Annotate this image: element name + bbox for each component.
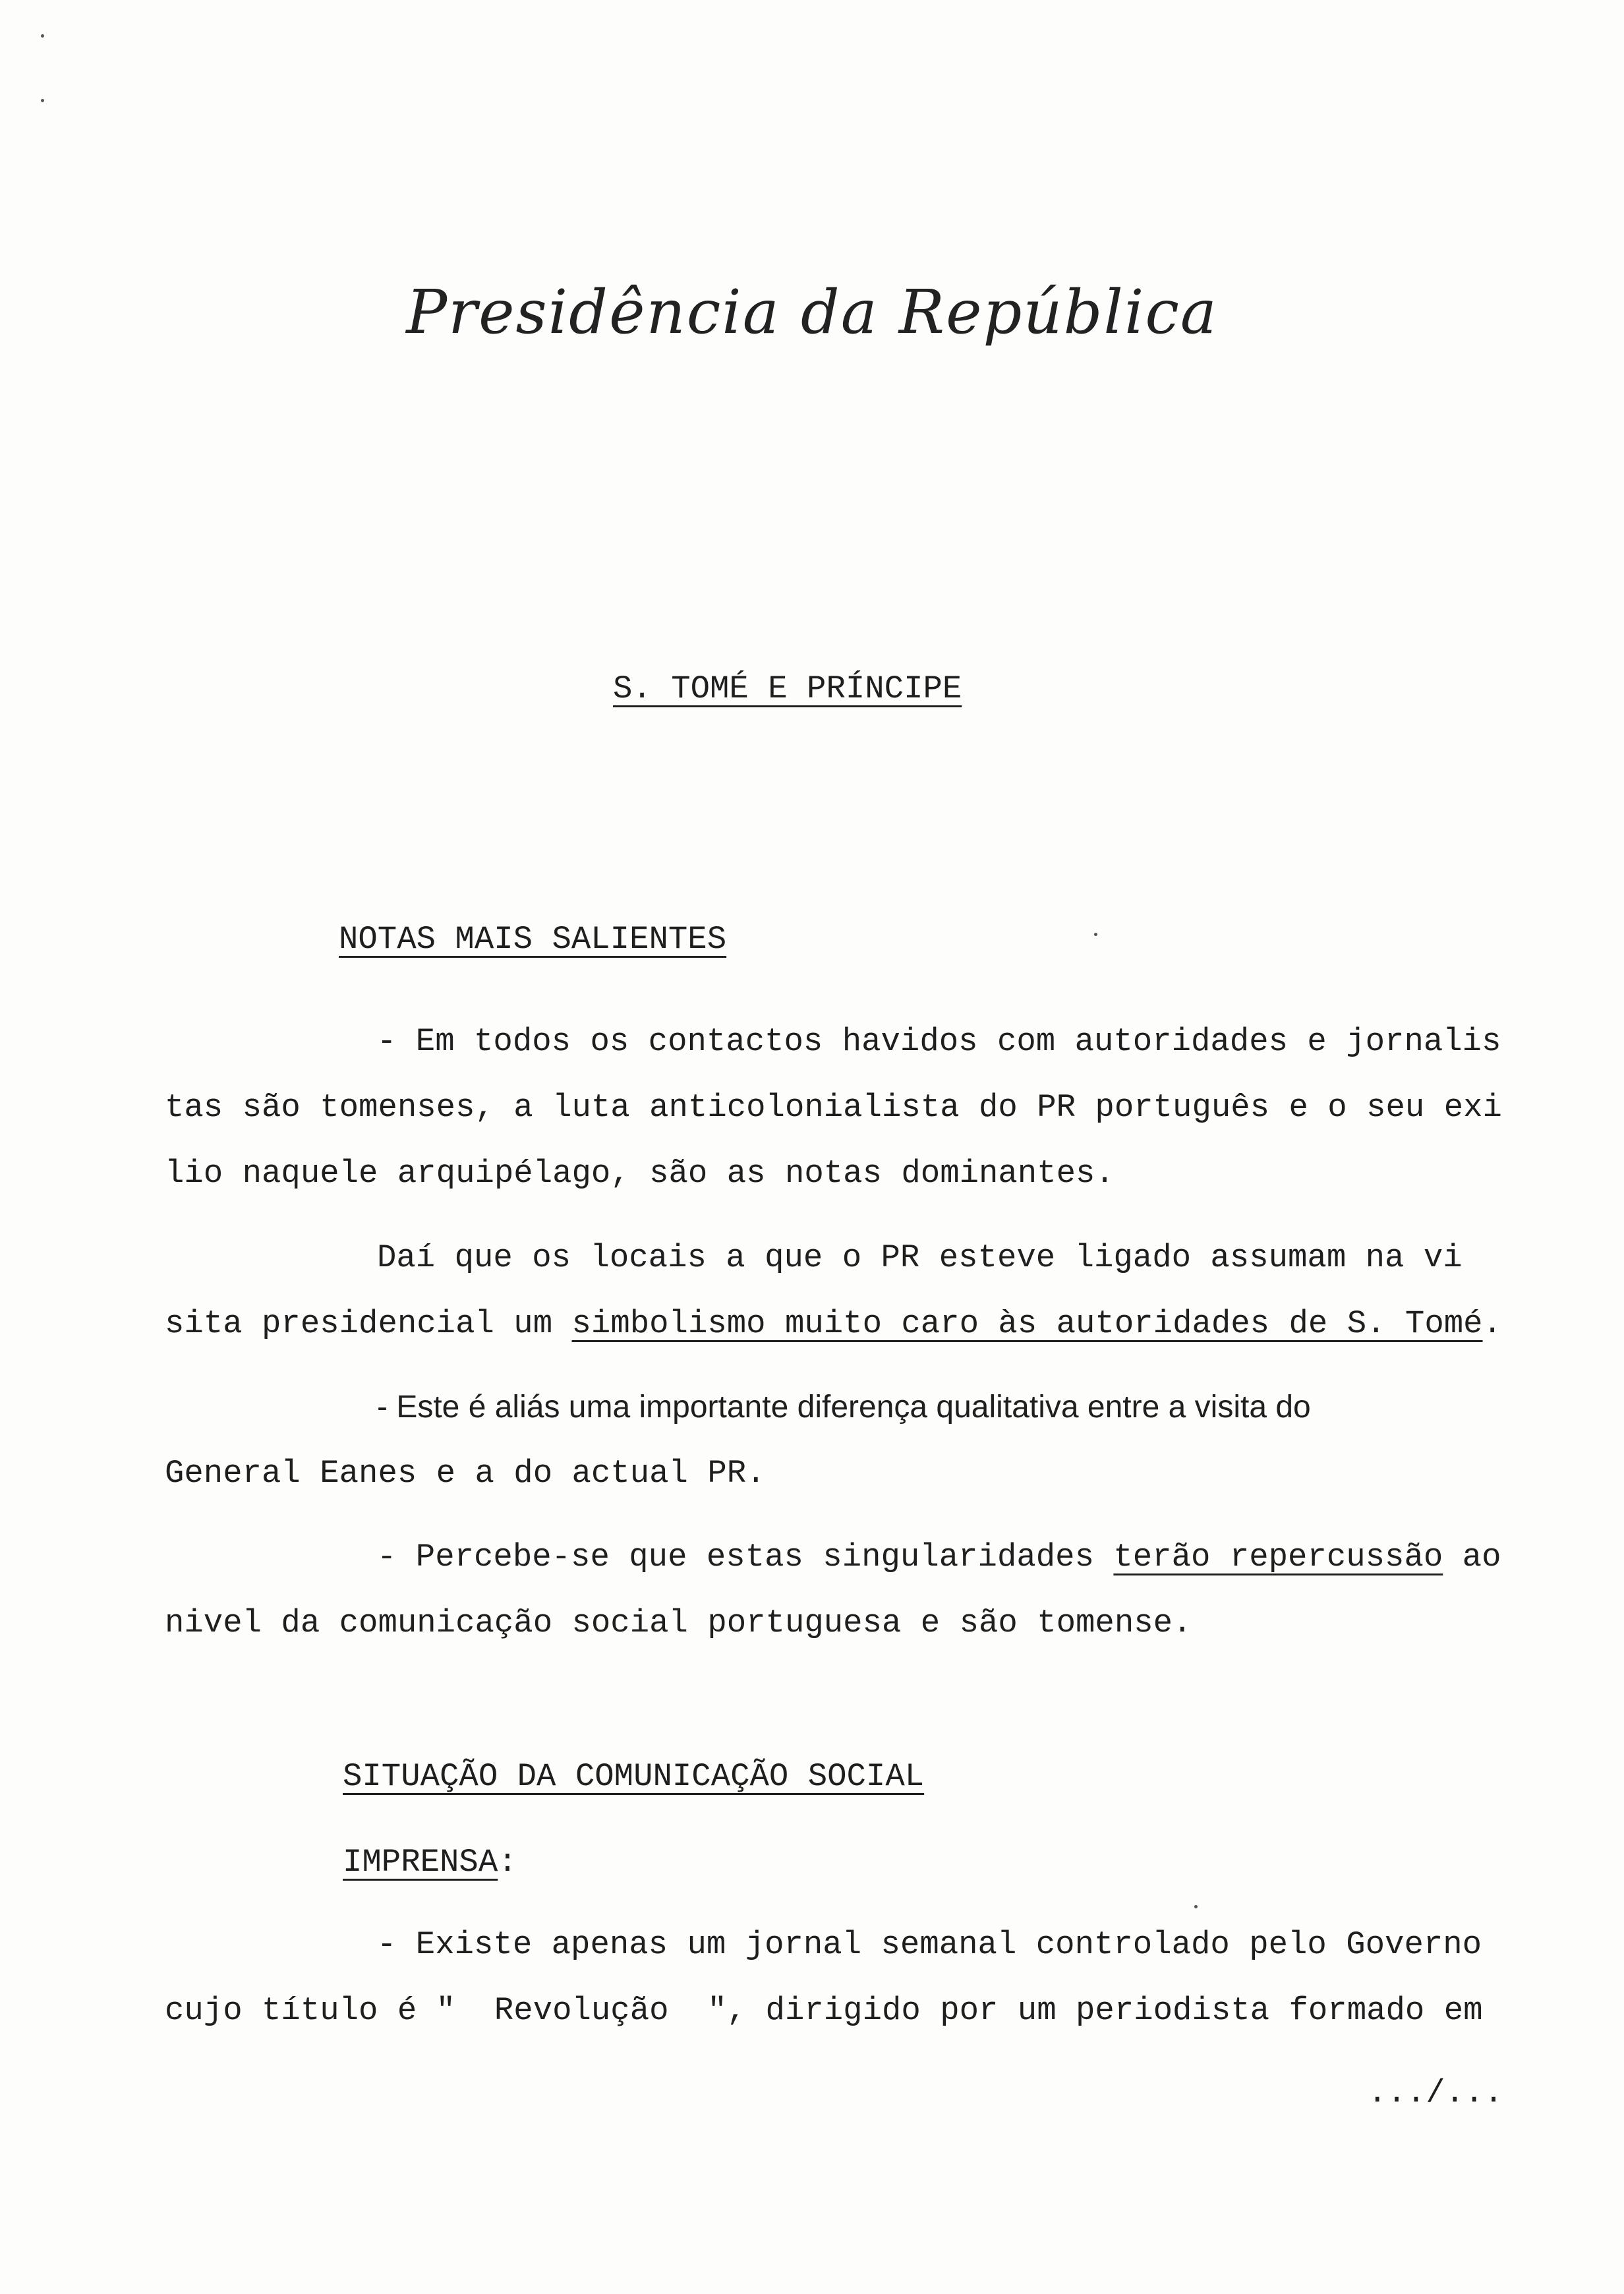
paragraph-3-line-1: - Este é aliás uma importante diferença qualitativa entre a visita do — [377, 1390, 1311, 1425]
paragraph-2-line-2-suffix: . — [1482, 1305, 1502, 1342]
paragraph-4-line-1-prefix: - Percebe-se que estas singularidades — [377, 1539, 1114, 1575]
paragraph-1-line-1: - Em todos os contactos havidos com autoridades e jornalis — [377, 1023, 1501, 1060]
paragraph-2-line-2 — [165, 1304, 1502, 1343]
letterhead: Presidência da República — [406, 277, 1218, 347]
scan-speck — [41, 34, 44, 38]
scan-speck — [1194, 1905, 1198, 1908]
paragraph-3-line-2: General Eanes e a do actual PR. — [165, 1455, 766, 1492]
paragraph-4-line-1 — [377, 1537, 1501, 1577]
paragraph-1-line-2: tas são tomenses, a luta anticolonialista do PR português e o seu exi — [165, 1089, 1502, 1126]
paragraph-4-line-1-suffix: ao — [1443, 1539, 1501, 1575]
paragraph-5-line-2: cujo título é " Revolução ", dirigido por um periodista formado em — [165, 1992, 1483, 2029]
subheading-imprensa — [343, 1842, 517, 1882]
scan-speck — [1094, 933, 1097, 936]
paragraph-2-line-2-prefix: sita presidencial um — [165, 1305, 572, 1342]
paragraph-1-line-3: lio naquele arquipélago, são as notas dominantes. — [165, 1155, 1115, 1192]
section-heading-comunicacao: SITUAÇÃO DA COMUNICAÇÃO SOCIAL — [343, 1758, 925, 1795]
underlined-phrase-simbolismo: simbolismo muito caro às autoridades de S. Tomé — [571, 1305, 1483, 1342]
paragraph-4-line-2: nivel da comunicação social portuguesa e são tomense. — [165, 1604, 1192, 1641]
subheading-imprensa-text: IMPRENSA — [343, 1844, 498, 1881]
document-title: S. TOMÉ E PRÍNCIPE — [613, 670, 962, 707]
section-heading-notas: NOTAS MAIS SALIENTES — [339, 921, 727, 958]
scan-speck — [41, 99, 44, 102]
subheading-imprensa-colon: : — [498, 1844, 517, 1881]
continuation-mark: .../... — [1368, 2074, 1503, 2111]
paragraph-5-line-1: - Existe apenas um jornal semanal controlado pelo Governo — [377, 1926, 1482, 1963]
paragraph-2-line-1: Daí que os locais a que o PR esteve ligado assumam na vi — [377, 1239, 1463, 1276]
underlined-phrase-repercussao: terão repercussão — [1113, 1539, 1443, 1575]
